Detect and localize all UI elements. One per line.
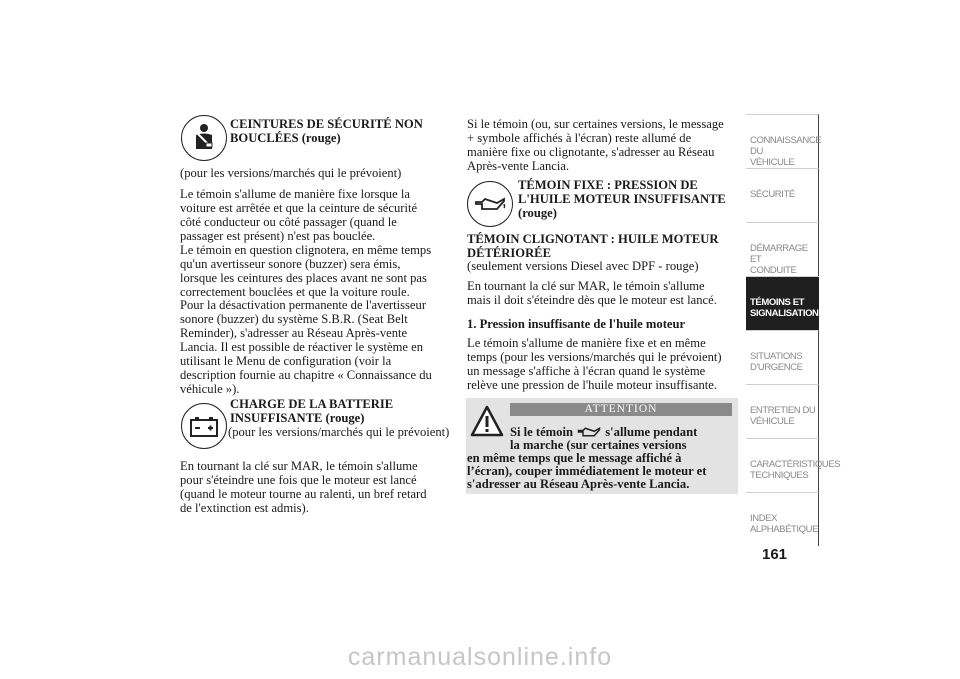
battery-paragraph: En tournant la clé sur MAR, le témoin s'allume pour s'éteindre une fois que le moteur est lancé (quand le moteur tourne au ralenti, un bref retard de l'extinction est admis). (180, 459, 427, 515)
tab-temoins-et-signalisation[interactable]: TÉMOINS ET SIGNALISATION (746, 276, 819, 330)
seatbelt-paragraph-2: Le témoin en question clignotera, en même temps qu'un avertisseur sonore (buzzer) sera émis, lorsque les ceintures des places avant ne sont pas correctement bouclées et que la voiture roule. (180, 243, 432, 299)
battery-title: CHARGE DE LA BATTERIE INSUFFISANTE (rouge) (230, 397, 394, 425)
attention-line-4: l’écran), couper immédiatement le moteur et (467, 464, 707, 478)
attention-line-3: en même temps que le message affiché à (467, 451, 682, 465)
tab-securite[interactable]: SÉCURITÉ (746, 168, 819, 222)
tab-connaissance-du-vehicule[interactable]: CONNAISSANCE DU VÉHICULE (746, 114, 819, 168)
right-intro-paragraph: Si le témoin (ou, sur certaines versions, le message + symbole affichés à l'écran) reste allumé de manière fixe ou clignotante, s'adresser au Réseau Après-vente Lancia. (467, 117, 724, 173)
seatbelt-versions: (pour les versions/marchés qui le prévoient) (180, 166, 402, 180)
section-heading-oil-pressure: 1. Pression insuffisante de l'huile moteur (467, 317, 686, 331)
oil-title: TÉMOIN FIXE : PRESSION DE L'HUILE MOTEUR INSUFFISANTE (rouge) (518, 178, 726, 220)
right-paragraph-3: Le témoin s'allume de manière fixe et en même temps (pour les versions/marchés qui le prévoient) un message s'affiche à l'écran quand le système relève une pression de l'huile moteur insuffisante. (467, 336, 722, 392)
tab-index-alphabetique[interactable]: INDEX ALPHABÉTIQUE (746, 492, 819, 546)
battery-warning-icon (181, 403, 227, 449)
tab-situations-d-urgence[interactable]: SITUATIONS D'URGENCE (746, 330, 819, 384)
attention-line-2: la marche (sur certaines versions (510, 438, 687, 452)
blink-versions: (seulement versions Diesel avec DPF - rouge) (467, 259, 699, 273)
battery-versions: (pour les versions/marchés qui le prévoient) (228, 425, 450, 439)
blink-title: TÉMOIN CLIGNOTANT : HUILE MOTEUR DÉTÉRIORÉE (467, 232, 719, 260)
right-paragraph-2: En tournant la clé sur MAR, le témoin s'allume mais il doit s'éteindre dès que le moteur est lancé. (467, 279, 717, 307)
watermark: carmanualsonline.info (347, 643, 613, 671)
seatbelt-title: CEINTURES DE SÉCURITÉ NON BOUCLÉES (rouge) (230, 117, 423, 145)
tab-caracteristiques-techniques[interactable]: CARACTÉRISTIQUES TECHNIQUES (746, 438, 819, 492)
oil-pressure-icon (467, 181, 513, 227)
seatbelt-warning-icon (181, 115, 227, 161)
warning-triangle-icon (470, 405, 504, 442)
attention-line-5: s'adresser au Réseau Après-vente Lancia. (467, 477, 690, 491)
tab-demarrage-et-conduite[interactable]: DÉMARRAGE ET CONDUITE (746, 222, 819, 276)
tab-entretien-du-vehicule[interactable]: ENTRETIEN DU VÉHICULE (746, 384, 819, 438)
attention-heading: ATTENTION (510, 403, 732, 416)
page-number: 161 (762, 546, 788, 563)
seatbelt-paragraph-3: Pour la désactivation permanente de l'avertisseur sonore (buzzer) du système S.B.R. (Seat Belt Reminder), s'adresser au Réseau Après-vente Lancia. Il est possible de réactiver le système en utilisant le Menu de configuration (voir la description fournie au chapitre « Connaissance du véhicule »). (180, 298, 432, 396)
seatbelt-paragraph-1: Le témoin s'allume de manière fixe lorsque la voiture est arrêtée et que la ceinture de sécurité côté conducteur ou côté passager (quand le passager est présent) n'est pas bouclée. (180, 187, 418, 243)
attention-line-1: Si le témoin s'allume pendant (510, 425, 698, 439)
